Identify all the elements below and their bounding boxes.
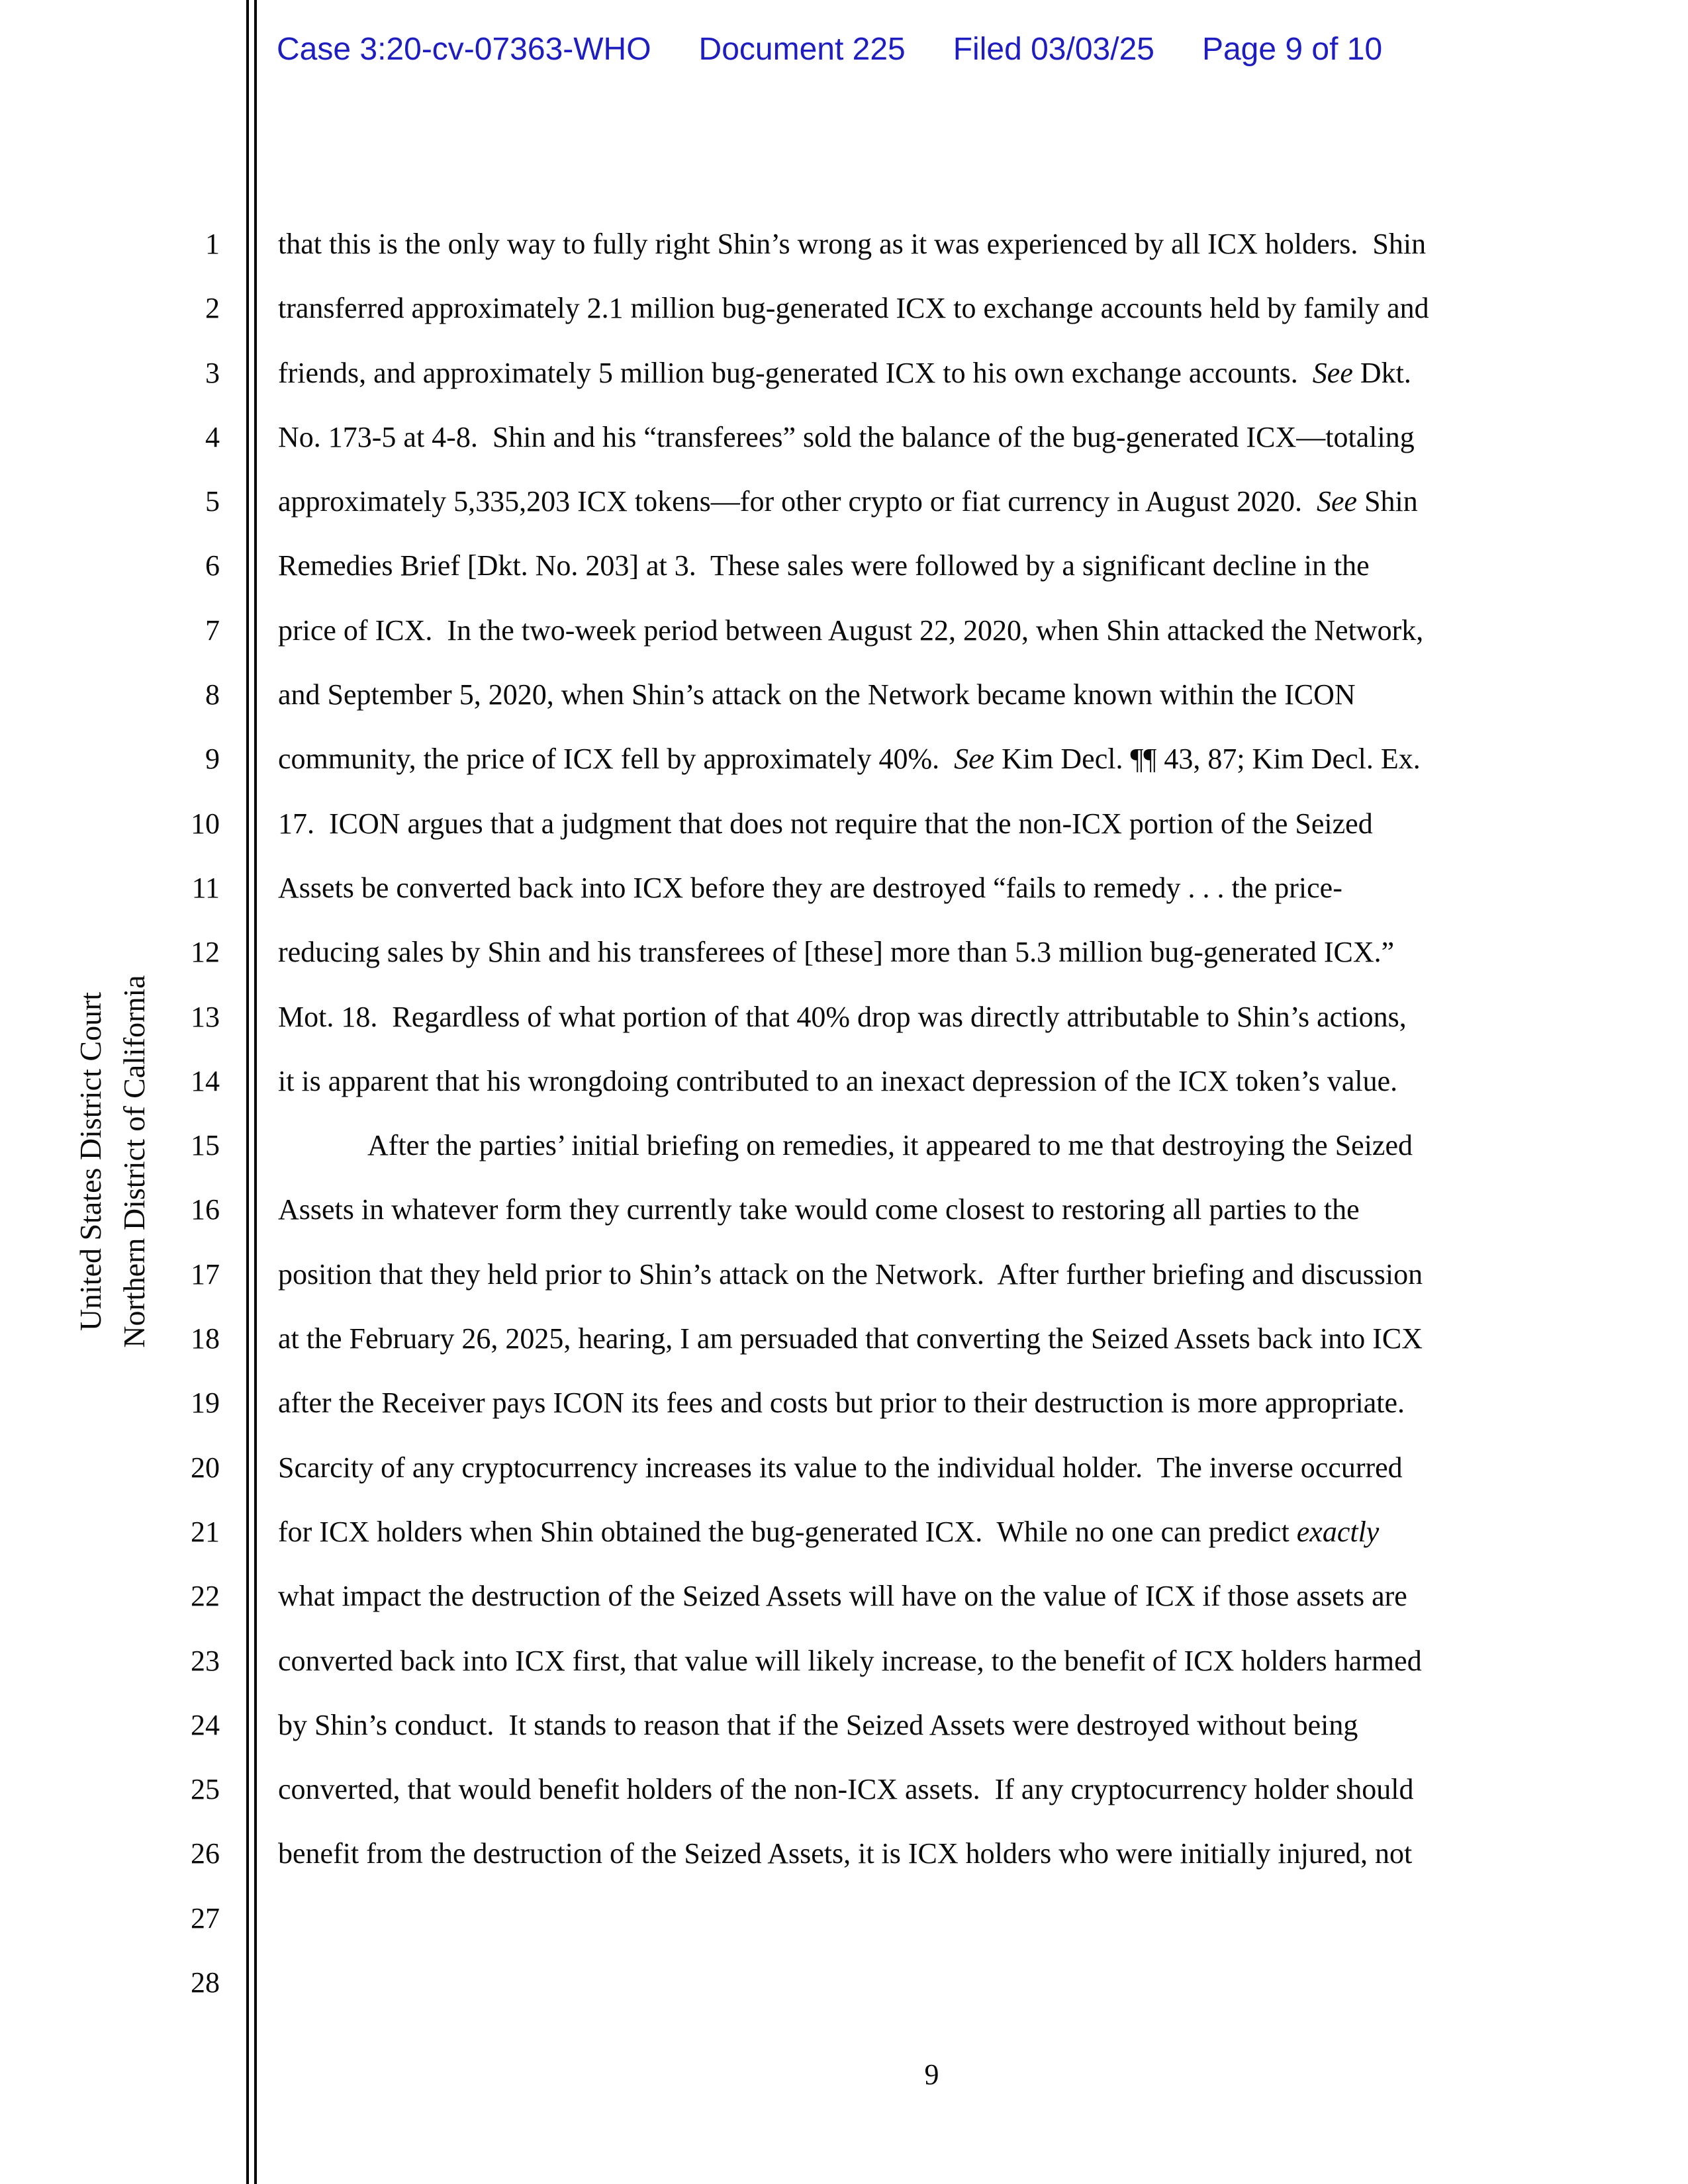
district-name-vertical: Northern District of California [117,975,151,1348]
body-line [278,792,1585,856]
body-line [278,1886,1585,1950]
body-line [278,1177,1585,1242]
line-number: 12 [191,936,220,969]
document-number: Document 225 [698,32,906,67]
body-line [278,1049,1585,1113]
body-line [278,212,1585,276]
body-line [278,1242,1585,1306]
body-text: Assets be converted back into ICX before they are destroyed “fails to remedy . . . the price- [278,871,1342,904]
page-number: 9 [924,2058,939,2091]
body-line [278,405,1585,469]
body-text: No. 173-5 at 4-8. Shin and his “transferees” sold the balance of the bug-generated ICX—totaling [278,420,1415,453]
body-text: what impact the destruction of the Seized Assets will have on the value of ICX if those assets are [278,1580,1407,1613]
body-line [278,1693,1585,1757]
body-line [278,1306,1585,1371]
body-text-italic: See [1317,485,1358,518]
double-rule-inner [254,0,257,2184]
body-line [278,1757,1585,1821]
line-number: 9 [205,743,220,776]
body-line [278,856,1585,920]
body-line [278,662,1585,727]
line-number: 27 [191,1901,220,1934]
body-line [278,341,1585,405]
body-text: at the February 26, 2025, hearing, I am persuaded that converting the Seized Assets back into ICX [278,1322,1423,1355]
line-number: 7 [205,614,220,647]
body-text: 17. ICON argues that a judgment that does not require that the non-ICX portion of the Seized [278,807,1373,840]
body-text: reducing sales by Shin and his transferees of [these] more than 5.3 million bug-generated ICX.” [278,936,1395,969]
body-line [278,1821,1585,1886]
line-number: 8 [205,678,220,711]
court-name-vertical: United States District Court [73,991,107,1332]
body-text: converted back into ICX first, that value will likely increase, to the benefit of ICX holders harmed [278,1644,1422,1677]
line-number: 28 [191,1966,220,1999]
line-number: 14 [191,1064,220,1097]
line-number: 13 [191,1000,220,1033]
body-line [278,469,1585,533]
body-line [278,276,1585,340]
body-text: Kim Decl. ¶¶ 43, 87; Kim Decl. Ex. [994,743,1421,776]
body-text: it is apparent that his wrongdoing contributed to an inexact depression of the ICX token’s value. [278,1064,1398,1097]
body-line [278,1500,1585,1564]
body-text: Mot. 18. Regardless of what portion of that 40% drop was directly attributable to Shin’s actions, [278,1000,1407,1033]
body-text: benefit from the destruction of the Seized Assets, it is ICX holders who were initially injured, not [278,1837,1413,1870]
body-text: by Shin’s conduct. It stands to reason that if the Seized Assets were destroyed without being [278,1708,1358,1741]
line-number: 22 [191,1580,220,1613]
body-text: community, the price of ICX fell by approximately 40%. [278,743,955,776]
ecf-stamp-header [277,34,1382,66]
line-number: 25 [191,1773,220,1806]
body-text: and September 5, 2020, when Shin’s attack on the Network became known within the ICON [278,678,1356,711]
body-text: transferred approximately 2.1 million bug-generated ICX to exchange accounts held by family and [278,292,1429,325]
body-text: for ICX holders when Shin obtained the bug-generated ICX. While no one can predict [278,1515,1297,1548]
line-number: 26 [191,1837,220,1870]
body-line [278,1629,1585,1693]
body-line [278,598,1585,662]
body-text-italic: exactly [1296,1515,1380,1548]
case-number: Case 3:20-cv-07363-WHO [277,32,651,67]
body-line [278,985,1585,1049]
body-text: converted, that would benefit holders of the non-ICX assets. If any cryptocurrency holder should [278,1773,1414,1806]
body-text: approximately 5,335,203 ICX tokens—for other crypto or fiat currency in August 2020. [278,485,1317,518]
body-text: Remedies Brief [Dkt. No. 203] at 3. These sales were followed by a significant decline in the [278,549,1370,582]
body-text: Assets in whatever form they currently take would come closest to restoring all parties to the [278,1193,1360,1226]
line-number: 5 [205,485,220,518]
line-number: 23 [191,1644,220,1677]
body-text-column [278,212,1585,2015]
body-line [278,920,1585,984]
body-text: Shin [1357,485,1418,518]
body-line [278,533,1585,598]
body-line [278,1113,1585,1177]
line-number: 19 [191,1387,220,1420]
body-text-italic: See [1312,356,1353,389]
line-number-column [99,212,220,2015]
line-number: 21 [191,1515,220,1548]
body-text: that this is the only way to fully right Shin’s wrong as it was experienced by all ICX holders. Shin [278,228,1427,260]
body-line [278,1950,1585,2015]
body-line [278,1435,1585,1500]
filed-date: Filed 03/03/25 [953,32,1154,67]
line-number: 6 [205,549,220,582]
line-number: 24 [191,1708,220,1741]
page-indicator: Page 9 of 10 [1201,32,1383,67]
line-number: 16 [191,1193,220,1226]
body-text: friends, and approximately 5 million bug-generated ICX to his own exchange accounts. [278,356,1313,389]
line-number: 4 [205,420,220,453]
line-number: 3 [205,356,220,389]
line-number: 20 [191,1451,220,1484]
line-number: 10 [191,807,220,840]
line-number: 18 [191,1322,220,1355]
body-text: after the Receiver pays ICON its fees and costs but prior to their destruction is more appropriate. [278,1387,1405,1420]
body-text-italic: See [954,743,995,776]
body-text: After the parties’ initial briefing on remedies, it appeared to me that destroying the Seized [367,1129,1413,1162]
body-text: price of ICX. In the two-week period between August 22, 2020, when Shin attacked the Network, [278,614,1424,647]
body-text: position that they held prior to Shin’s attack on the Network. After further briefing and discussion [278,1257,1423,1291]
line-number: 15 [191,1129,220,1162]
line-number: 17 [191,1257,220,1291]
body-line [278,1371,1585,1435]
body-line [278,1564,1585,1628]
line-number: 2 [205,292,220,325]
body-text: Scarcity of any cryptocurrency increases its value to the individual holder. The inverse occurred [278,1451,1403,1484]
body-line [278,727,1585,791]
line-number: 1 [205,228,220,260]
line-number: 11 [191,871,220,904]
double-rule-outer [246,0,249,2184]
body-text: Dkt. [1352,356,1411,389]
